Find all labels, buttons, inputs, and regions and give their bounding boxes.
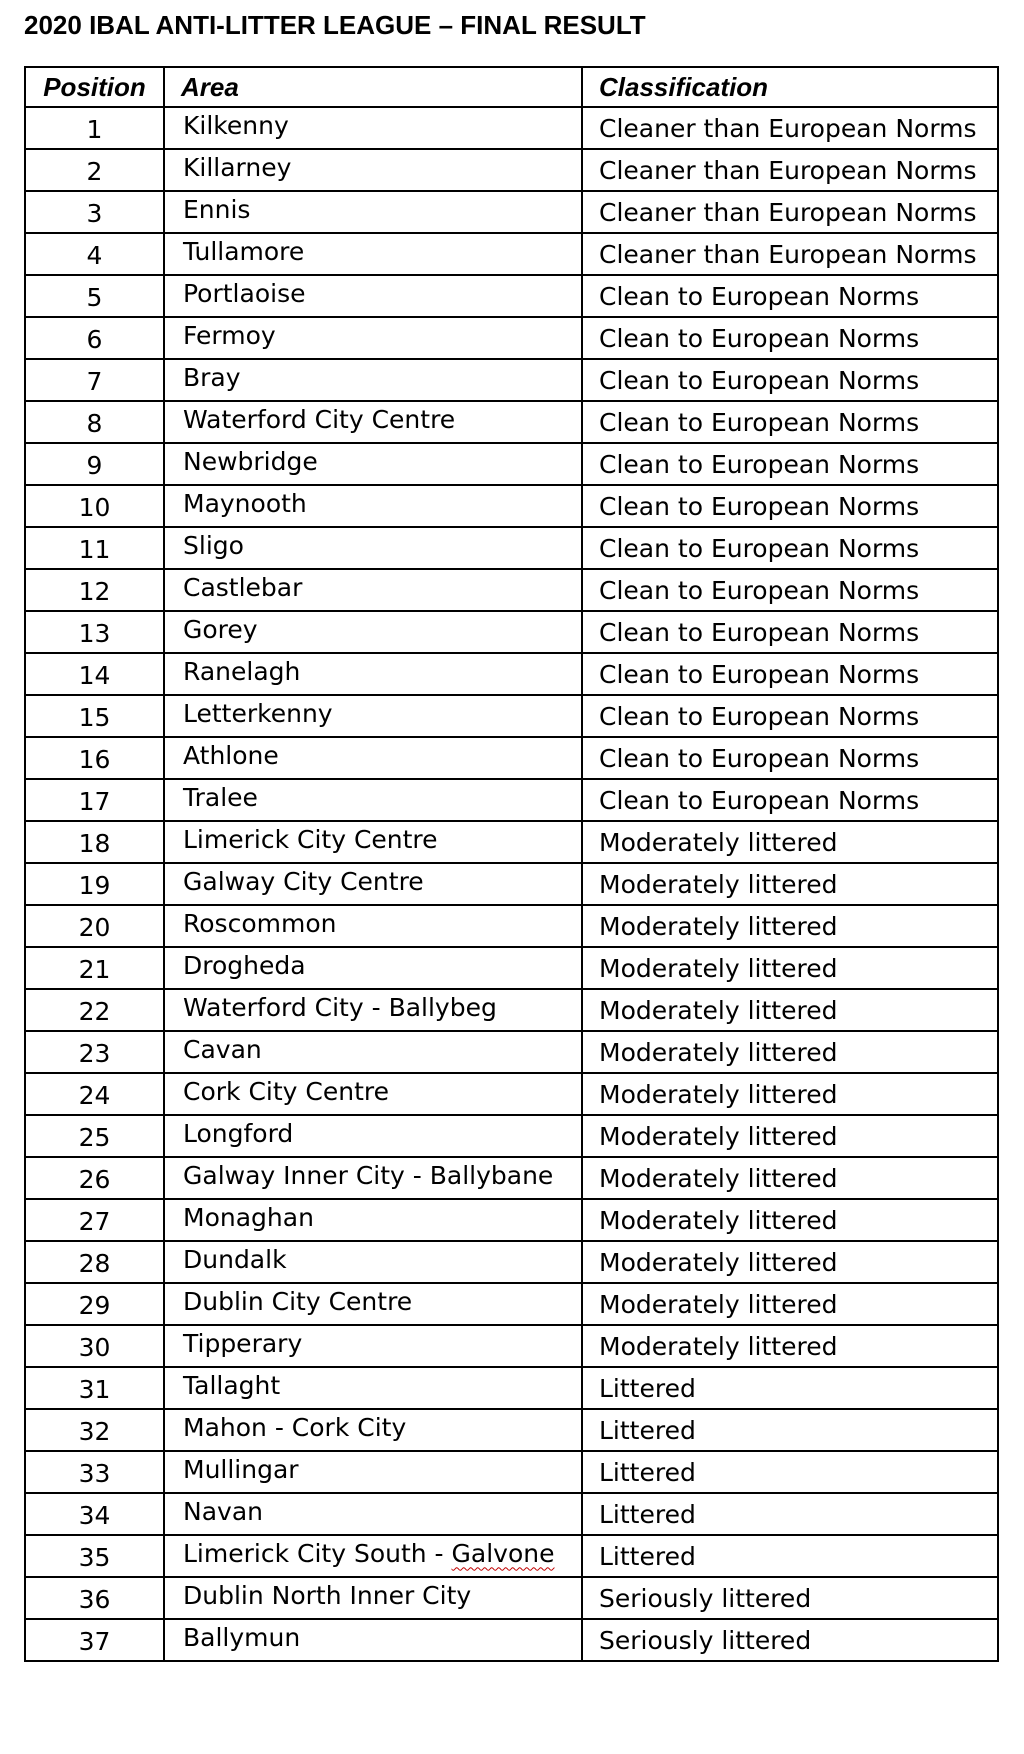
table-row [25,1619,998,1661]
position-cell: 16 [25,737,164,779]
table-row [25,275,998,317]
classification-cell: Clean to European Norms [582,737,998,779]
area-cell: Athlone [164,737,582,779]
table-row [25,1367,998,1409]
position-cell: 35 [25,1535,164,1577]
position-cell: 28 [25,1241,164,1283]
area-cell: Ennis [164,191,582,233]
area-cell: Sligo [164,527,582,569]
table-row [25,653,998,695]
area-cell: Dublin North Inner City [164,1577,582,1619]
area-cell: Mullingar [164,1451,582,1493]
position-cell: 1 [25,107,164,149]
classification-cell: Clean to European Norms [582,317,998,359]
area-cell: Roscommon [164,905,582,947]
area-cell: Ranelagh [164,653,582,695]
position-cell: 29 [25,1283,164,1325]
area-cell: Limerick City Centre [164,821,582,863]
classification-cell: Moderately littered [582,821,998,863]
position-cell: 12 [25,569,164,611]
classification-cell: Clean to European Norms [582,485,998,527]
area-cell: Newbridge [164,443,582,485]
table-row [25,401,998,443]
position-cell: 11 [25,527,164,569]
area-cell: Fermoy [164,317,582,359]
table-row [25,1493,998,1535]
area-cell: Tralee [164,779,582,821]
table-header-row [25,67,998,107]
classification-cell: Clean to European Norms [582,527,998,569]
area-cell: Cavan [164,1031,582,1073]
position-cell: 8 [25,401,164,443]
classification-cell: Moderately littered [582,1073,998,1115]
position-cell: 9 [25,443,164,485]
position-cell: 13 [25,611,164,653]
table-row [25,1325,998,1367]
position-cell: 2 [25,149,164,191]
classification-cell: Clean to European Norms [582,401,998,443]
position-cell: 32 [25,1409,164,1451]
area-cell: Navan [164,1493,582,1535]
position-cell: 5 [25,275,164,317]
page-title: 2020 IBAL ANTI-LITTER LEAGUE – FINAL RESULT [24,10,646,40]
position-cell: 17 [25,779,164,821]
classification-cell: Moderately littered [582,863,998,905]
position-cell: 34 [25,1493,164,1535]
classification-cell: Clean to European Norms [582,611,998,653]
position-cell: 7 [25,359,164,401]
classification-cell: Cleaner than European Norms [582,191,998,233]
table-row [25,1409,998,1451]
position-cell: 31 [25,1367,164,1409]
position-cell: 6 [25,317,164,359]
classification-cell: Littered [582,1535,998,1577]
column-header-position: Position [25,67,164,107]
classification-cell: Littered [582,1451,998,1493]
spellcheck-flagged-word: Galvone [451,1539,555,1569]
area-cell: Ballymun [164,1619,582,1661]
table-row [25,947,998,989]
area-cell: Dundalk [164,1241,582,1283]
area-cell: Longford [164,1115,582,1157]
area-cell: Drogheda [164,947,582,989]
position-cell: 30 [25,1325,164,1367]
area-cell: Waterford City Centre [164,401,582,443]
table-row [25,569,998,611]
table-row [25,905,998,947]
classification-cell: Moderately littered [582,989,998,1031]
position-cell: 18 [25,821,164,863]
classification-cell: Moderately littered [582,1157,998,1199]
classification-cell: Moderately littered [582,1283,998,1325]
classification-cell: Littered [582,1367,998,1409]
table-row [25,107,998,149]
area-cell: Killarney [164,149,582,191]
table-row [25,989,998,1031]
position-cell: 15 [25,695,164,737]
area-cell: Galway Inner City - Ballybane [164,1157,582,1199]
position-cell: 3 [25,191,164,233]
classification-cell: Moderately littered [582,1241,998,1283]
table-row [25,611,998,653]
table-row [25,485,998,527]
classification-cell: Littered [582,1493,998,1535]
table-row [25,1451,998,1493]
classification-cell: Littered [582,1409,998,1451]
classification-cell: Moderately littered [582,947,998,989]
position-cell: 33 [25,1451,164,1493]
classification-cell: Clean to European Norms [582,443,998,485]
position-cell: 14 [25,653,164,695]
table-row [25,1199,998,1241]
area-cell: Maynooth [164,485,582,527]
position-cell: 24 [25,1073,164,1115]
results-table [24,66,999,1662]
area-cell: Monaghan [164,1199,582,1241]
position-cell: 23 [25,1031,164,1073]
area-cell: Galway City Centre [164,863,582,905]
position-cell: 21 [25,947,164,989]
table-row [25,527,998,569]
classification-cell: Clean to European Norms [582,695,998,737]
classification-cell: Moderately littered [582,1199,998,1241]
area-cell: Tallaght [164,1367,582,1409]
table-row [25,737,998,779]
table-row [25,1241,998,1283]
table-row [25,779,998,821]
table-row [25,191,998,233]
area-cell: Letterkenny [164,695,582,737]
area-cell: Tipperary [164,1325,582,1367]
position-cell: 22 [25,989,164,1031]
table-row [25,1115,998,1157]
position-cell: 19 [25,863,164,905]
classification-cell: Cleaner than European Norms [582,149,998,191]
classification-cell: Moderately littered [582,905,998,947]
table-row [25,695,998,737]
table-row [25,1535,998,1577]
position-cell: 26 [25,1157,164,1199]
classification-cell: Clean to European Norms [582,779,998,821]
position-cell: 20 [25,905,164,947]
classification-cell: Clean to European Norms [582,275,998,317]
table-row [25,317,998,359]
table-row [25,1283,998,1325]
area-cell: Limerick City South - Galvone [164,1535,582,1577]
area-cell: Kilkenny [164,107,582,149]
classification-cell: Seriously littered [582,1619,998,1661]
classification-cell: Moderately littered [582,1031,998,1073]
position-cell: 4 [25,233,164,275]
classification-cell: Clean to European Norms [582,359,998,401]
column-header-area: Area [164,67,582,107]
area-cell: Waterford City - Ballybeg [164,989,582,1031]
table-row [25,359,998,401]
table-row [25,1157,998,1199]
classification-cell: Moderately littered [582,1325,998,1367]
area-cell: Tullamore [164,233,582,275]
table-row [25,443,998,485]
classification-cell: Clean to European Norms [582,569,998,611]
table-row [25,1031,998,1073]
table-row [25,233,998,275]
classification-cell: Seriously littered [582,1577,998,1619]
position-cell: 37 [25,1619,164,1661]
position-cell: 27 [25,1199,164,1241]
area-cell: Gorey [164,611,582,653]
area-cell: Mahon - Cork City [164,1409,582,1451]
table-row [25,863,998,905]
table-row [25,1577,998,1619]
classification-cell: Clean to European Norms [582,653,998,695]
area-cell: Cork City Centre [164,1073,582,1115]
table-row [25,1073,998,1115]
classification-cell: Cleaner than European Norms [582,107,998,149]
position-cell: 36 [25,1577,164,1619]
classification-cell: Moderately littered [582,1115,998,1157]
position-cell: 10 [25,485,164,527]
table-row [25,821,998,863]
area-cell: Bray [164,359,582,401]
position-cell: 25 [25,1115,164,1157]
results-table-body [25,107,998,1661]
classification-cell: Cleaner than European Norms [582,233,998,275]
area-cell: Castlebar [164,569,582,611]
column-header-classification: Classification [582,67,998,107]
table-row [25,149,998,191]
area-cell: Dublin City Centre [164,1283,582,1325]
area-cell: Portlaoise [164,275,582,317]
